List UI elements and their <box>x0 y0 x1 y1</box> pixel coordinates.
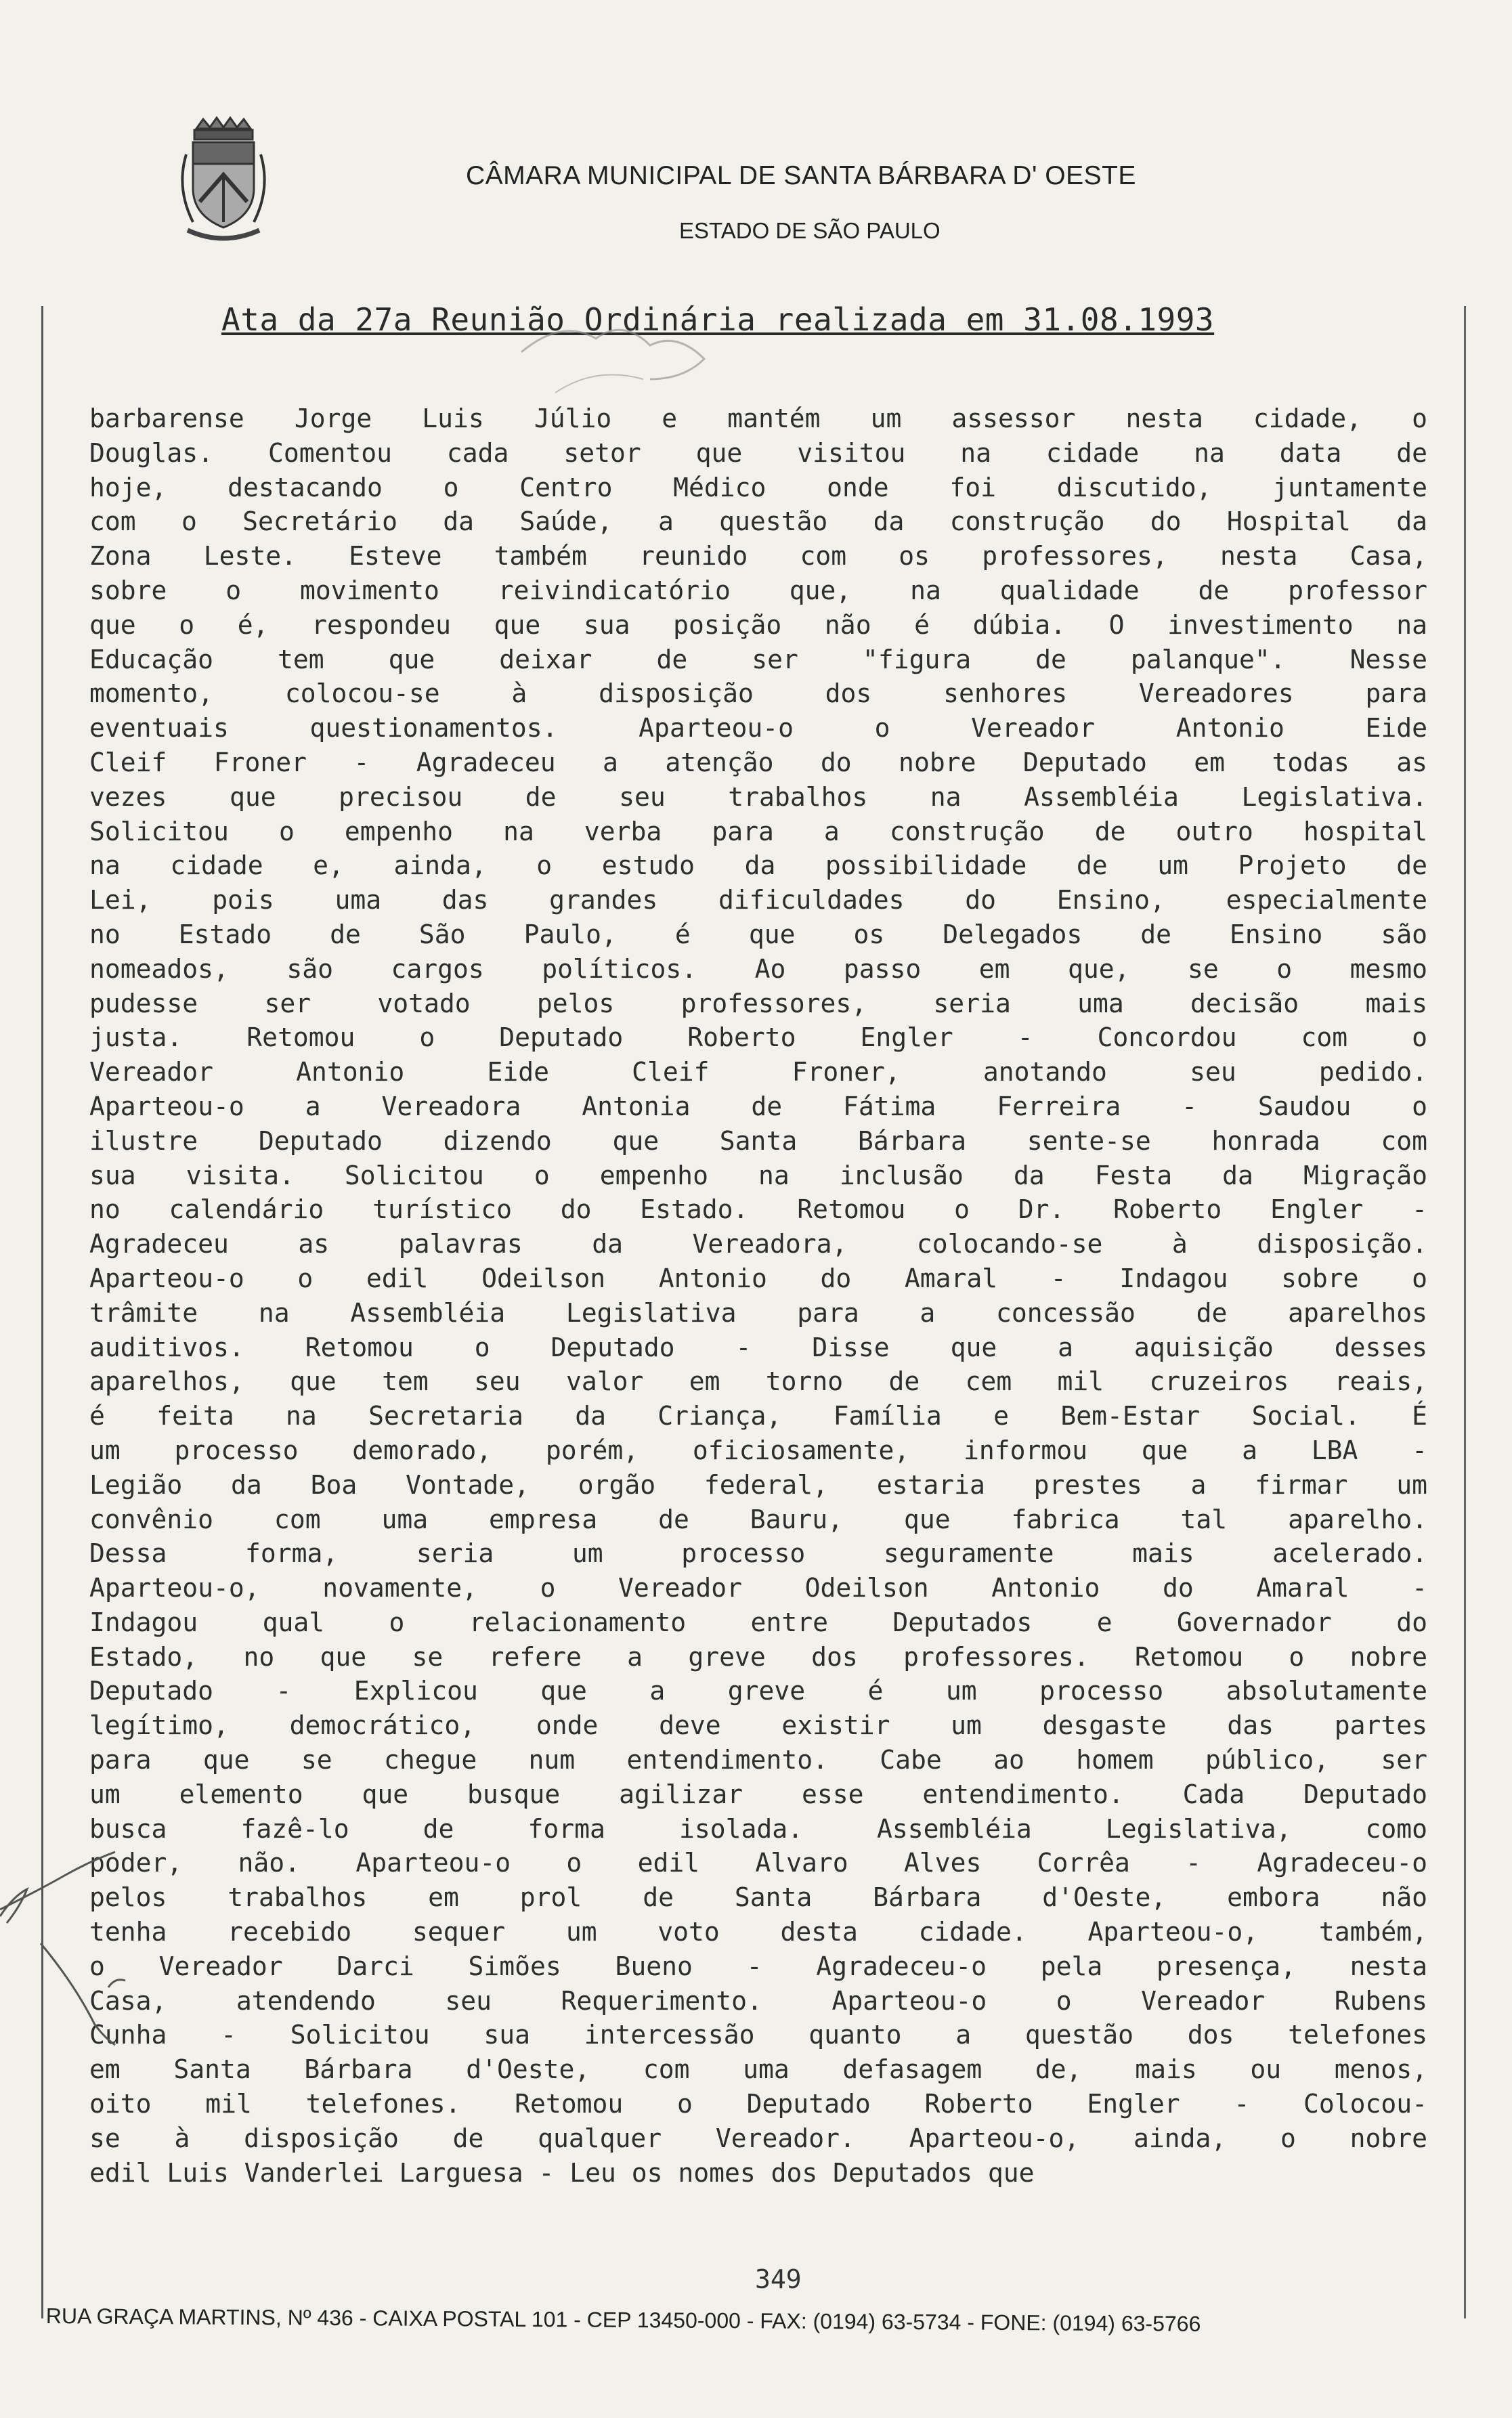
text-line: trâmite na Assembléia Legislativa para a concessão de aparelhos <box>89 1297 1427 1328</box>
text-line: que o é, respondeu que sua posição não é dúbia. O investimento na <box>89 609 1427 640</box>
text-line: para que se chegue num entendimento. Cabe ao homem público, ser <box>89 1745 1427 1775</box>
text-line: legítimo, democrático, onde deve existir um desgaste das partes <box>89 1710 1427 1741</box>
right-margin-line <box>1464 306 1466 2318</box>
text-line: Solicitou o empenho na verba para a construção de outro hospital <box>89 816 1427 846</box>
text-line: busca fazê-lo de forma isolada. Assembléia Legislativa, como <box>89 1813 1427 1844</box>
text-line: se à disposição de qualquer Vereador. Aparteou-o, ainda, o nobre <box>89 2123 1427 2153</box>
text-line: sobre o movimento reivindicatório que, na qualidade de professor <box>89 575 1427 605</box>
text-line: um elemento que busque agilizar esse entendimento. Cada Deputado <box>89 1779 1427 1809</box>
text-line: com o Secretário da Saúde, a questão da construção do Hospital da <box>89 506 1427 537</box>
text-line: Agradeceu as palavras da Vereadora, colocando-se à disposição. <box>89 1229 1427 1259</box>
text-line: sua visita. Solicitou o empenho na inclusão da Festa da Migração <box>89 1160 1427 1190</box>
text-line: edil Luis Vanderlei Larguesa - Leu os nomes dos Deputados que <box>89 2157 1035 2188</box>
text-line: no Estado de São Paulo, é que os Delegados de Ensino são <box>89 919 1427 949</box>
text-line: justa. Retomou o Deputado Roberto Engler - Concordou com o <box>89 1022 1427 1053</box>
text-line: barbarense Jorge Luis Júlio e mantém um assessor nesta cidade, o <box>89 404 1427 433</box>
page-number: 349 <box>755 2264 802 2294</box>
text-line: Cunha - Solicitou sua intercessão quanto a questão dos telefones <box>89 2020 1427 2050</box>
text-line: Aparteou-o a Vereadora Antonia de Fátima Ferreira - Saudou o <box>89 1091 1427 1121</box>
text-line: em Santa Bárbara d'Oeste, com uma defasagem de, mais ou menos, <box>89 2054 1427 2085</box>
text-line: Douglas. Comentou cada setor que visitou na cidade na data de <box>89 437 1427 468</box>
footer-address: RUA GRAÇA MARTINS, Nº 436 - CAIXA POSTAL 101 - CEP 13450-000 - FAX: (0194) 63-5734 - FONE: (0194) 63-5766 <box>45 2304 1201 2336</box>
text-line: Dessa forma, seria um processo seguramente mais acelerado. <box>89 1538 1427 1569</box>
text-line: o Vereador Darci Simões Bueno - Agradeceu-o pela presença, nesta <box>89 1951 1427 1981</box>
text-line: Educação tem que deixar de ser "figura de palanque". Nesse <box>89 644 1427 674</box>
text-line: aparelhos, que tem seu valor em torno de cem mil cruzeiros reais, <box>89 1366 1427 1397</box>
text-line: oito mil telefones. Retomou o Deputado Roberto Engler - Colocou- <box>89 2089 1427 2119</box>
text-line: nomeados, são cargos políticos. Ao passo em que, se o mesmo <box>89 953 1427 984</box>
text-line: na cidade e, ainda, o estudo da possibilidade de um Projeto de <box>89 850 1427 881</box>
minutes-title: Ata da 27a Reunião Ordinária realizada em 31.08.1993 <box>221 301 1215 338</box>
text-line: hoje, destacando o Centro Médico onde foi discutido, juntamente <box>89 472 1427 502</box>
text-line: Aparteou-o, novamente, o Vereador Odeilson Antonio do Amaral - <box>89 1573 1427 1603</box>
text-line: Indagou qual o relacionamento entre Deputados e Governador do <box>89 1607 1427 1637</box>
text-line: Aparteou-o o edil Odeilson Antonio do Amaral - Indagou sobre o <box>89 1263 1427 1293</box>
text-line: momento, colocou-se à disposição dos senhores Vereadores para <box>89 678 1427 709</box>
text-line: ilustre Deputado dizendo que Santa Bárbara sente-se honrada com <box>89 1125 1427 1156</box>
left-margin-line <box>41 306 43 2318</box>
text-line: convênio com uma empresa de Bauru, que fabrica tal aparelho. <box>89 1504 1427 1534</box>
text-line: pelos trabalhos em prol de Santa Bárbara d'Oeste, embora não <box>89 1882 1427 1913</box>
text-line: Deputado - Explicou que a greve é um processo absolutamente <box>89 1676 1427 1706</box>
text-line: auditivos. Retomou o Deputado - Disse que a aquisição desses <box>89 1332 1427 1362</box>
minutes-body <box>89 402 1427 2190</box>
text-line: no calendário turístico do Estado. Retomou o Dr. Roberto Engler - <box>89 1194 1427 1225</box>
text-line: Estado, no que se refere a greve dos professores. Retomou o nobre <box>89 1641 1427 1672</box>
text-line: Lei, pois uma das grandes dificuldades do Ensino, especialmente <box>89 885 1427 915</box>
text-line: é feita na Secretaria da Criança, Família e Bem-Estar Social. É <box>89 1401 1427 1431</box>
municipal-crest-icon <box>173 114 274 249</box>
state-name: ESTADO DE SÃO PAULO <box>679 218 941 243</box>
text-line: tenha recebido sequer um voto desta cidade. Aparteou-o, também, <box>89 1917 1427 1947</box>
text-line: eventuais questionamentos. Aparteou-o o Vereador Antonio Eide <box>89 713 1427 743</box>
text-line: Cleif Froner - Agradeceu a atenção do nobre Deputado em todas as <box>89 747 1427 777</box>
text-line: vezes que precisou de seu trabalhos na Assembléia Legislativa. <box>89 781 1427 812</box>
text-line: Vereador Antonio Eide Cleif Froner, anotando seu pedido. <box>89 1057 1427 1087</box>
text-line: poder, não. Aparteou-o o edil Alvaro Alves Corrêa - Agradeceu-o <box>89 1848 1427 1878</box>
text-line: pudesse ser votado pelos professores, seria uma decisão mais <box>89 988 1427 1018</box>
text-line: um processo demorado, porém, oficiosamente, informou que a LBA - <box>89 1435 1427 1465</box>
text-line: Legião da Boa Vontade, orgão federal, estaria prestes a firmar um <box>89 1469 1427 1500</box>
text-line: Zona Leste. Esteve também reunido com os professores, nesta Casa, <box>89 541 1427 571</box>
text-line: Casa, atendendo seu Requerimento. Aparteou-o o Vereador Rubens <box>89 1985 1427 2016</box>
institution-name: CÂMARA MUNICIPAL DE SANTA BÁRBARA D' OESTE <box>466 161 1136 190</box>
